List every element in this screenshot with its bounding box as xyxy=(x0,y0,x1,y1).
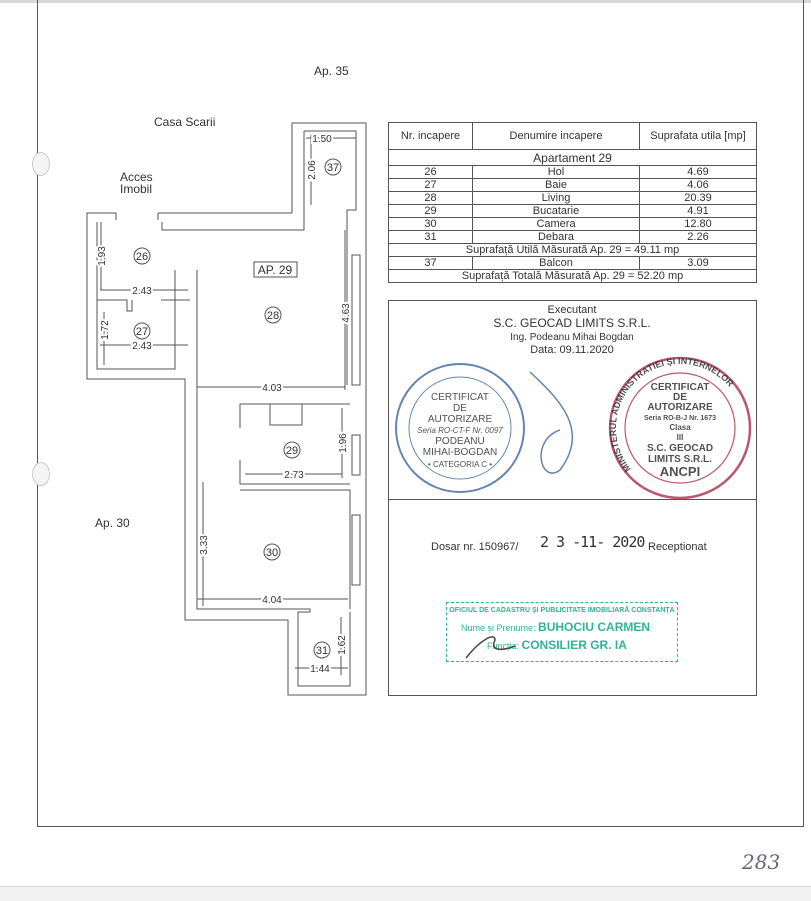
cell-name: Baie xyxy=(473,179,640,192)
stamp-role: CONSILIER GR. IA xyxy=(521,638,627,652)
room-number-37: 37 xyxy=(326,162,340,174)
stamp-text: LIMITS S.R.L. xyxy=(648,454,712,465)
room-number-26: 26 xyxy=(135,251,149,263)
room-number-28: 28 xyxy=(266,310,280,322)
stamp-office: OFICIUL DE CADASTRU ȘI PUBLICITATE IMOBILIARĂ CONSTANȚA xyxy=(449,607,675,614)
cell-area: 20.39 xyxy=(640,192,757,205)
page-number: 283 xyxy=(742,850,781,874)
dim-hol-h: 1.93 xyxy=(97,246,108,266)
stamp-text: DE xyxy=(453,403,467,414)
executant-date: Data: 09.11.2020 xyxy=(530,344,614,356)
cell-nr: 31 xyxy=(389,231,473,244)
stamp-text: CERTIFICAT xyxy=(431,392,489,403)
label-imobil: Imobil xyxy=(120,182,153,196)
stamp-name-label: Nume și Prenume: xyxy=(461,623,536,633)
executant-title: Executant xyxy=(547,304,597,316)
cell-name: Balcon xyxy=(473,257,640,270)
cell-name: Living xyxy=(473,192,640,205)
stamp-text: S.C. GEOCAD xyxy=(646,443,714,454)
stamp-text: PODEANU xyxy=(435,436,485,447)
stamp-text: Clasa xyxy=(669,423,691,432)
dim-baie-w: 2.43 xyxy=(132,341,152,352)
dim-balcon-w: 1.50 xyxy=(312,134,332,145)
dim-debara-w: 1.44 xyxy=(310,664,330,675)
room-number-27: 27 xyxy=(135,326,149,338)
label-ap35: Ap. 35 xyxy=(314,64,349,78)
cell-area: 12.80 xyxy=(640,218,757,231)
dim-living-h: 4.63 xyxy=(341,303,352,323)
cell-nr: 26 xyxy=(389,166,473,179)
executant-company: S.C. GEOCAD LIMITS S.R.L. xyxy=(493,316,651,330)
cell-area: 2.26 xyxy=(640,231,757,244)
dim-baie-h: 1.72 xyxy=(100,320,111,340)
reception-date-stamp: 2 3 -11- 2020 xyxy=(540,533,645,551)
apartment-title: Apartament 29 xyxy=(389,150,757,166)
header-nr: Nr. incapere xyxy=(389,123,473,150)
dim-bucatarie-w: 2.73 xyxy=(284,470,304,481)
cell-nr: 37 xyxy=(389,257,473,270)
dim-bucatarie-h: 1.96 xyxy=(338,433,349,453)
stamp-name: BUHOCIU CARMEN xyxy=(538,620,651,634)
dim-debara-h: 1.62 xyxy=(337,635,348,655)
stamp-text: Seria RO-B-J Nr. 1673 xyxy=(644,415,716,422)
cell-nr: 29 xyxy=(389,205,473,218)
green-stamp xyxy=(446,602,678,662)
cell-name: Camera xyxy=(473,218,640,231)
stamp-text: AUTORIZARE xyxy=(647,402,713,413)
stamp-role-label: Funcția: xyxy=(487,641,520,651)
stamp-text: III xyxy=(676,433,684,442)
stamp-text: MIHAI-BOGDAN xyxy=(422,447,498,458)
apartment-tag: AP. 29 xyxy=(257,263,293,277)
stamp-text: ANCPI xyxy=(659,464,701,479)
room-number-29: 29 xyxy=(285,445,299,457)
label-casa-scarii: Casa Scarii xyxy=(154,115,216,129)
header-area: Suprafata utila [mp] xyxy=(640,123,757,150)
dosar-number: Dosar nr. 150967/ xyxy=(431,541,519,553)
cell-area: 3.09 xyxy=(640,257,757,270)
cell-area: 4.06 xyxy=(640,179,757,192)
reception-box xyxy=(388,499,757,696)
dim-camera-h: 3.33 xyxy=(199,535,210,555)
stamp-ring-text: MINISTERUL ADMINISTRATIEI ȘI INTERNELOR xyxy=(607,355,736,474)
subtotal-row: Suprafață Utilă Măsurată Ap. 29 = 49.11 mp xyxy=(389,244,757,257)
dim-camera-w: 4.04 xyxy=(262,595,282,606)
dim-living-w: 4.03 xyxy=(262,383,282,394)
cell-area: 4.69 xyxy=(640,166,757,179)
bottom-edge xyxy=(0,886,811,901)
cell-name: Debara xyxy=(473,231,640,244)
cell-nr: 28 xyxy=(389,192,473,205)
room-number-31: 31 xyxy=(315,645,329,657)
stamp-text: CERTIFICAT xyxy=(650,382,710,393)
cell-nr: 30 xyxy=(389,218,473,231)
label-acces: Acces xyxy=(120,170,153,184)
dim-hol-w: 2.43 xyxy=(132,286,152,297)
cell-name: Bucatarie xyxy=(473,205,640,218)
cell-area: 4.91 xyxy=(640,205,757,218)
cell-name: Hol xyxy=(473,166,640,179)
executant-engineer: Ing. Podeanu Mihai Bogdan xyxy=(510,332,634,343)
reception-status: Receptionat xyxy=(648,541,707,553)
cell-nr: 27 xyxy=(389,179,473,192)
stamp-text: • CATEGORIA C • xyxy=(427,460,493,469)
stamp-text: Seria RO-CT-F Nr. 0097 xyxy=(417,426,503,435)
stamp-text: AUTORIZARE xyxy=(427,414,493,425)
room-number-30: 30 xyxy=(265,547,279,559)
header-name: Denumire incapere xyxy=(473,123,640,150)
dim-balcon-h: 2.06 xyxy=(307,160,318,180)
stamp-text: DE xyxy=(673,392,687,403)
label-ap30: Ap. 30 xyxy=(95,516,130,530)
total-row: Suprafață Totală Măsurată Ap. 29 = 52.20 mp xyxy=(389,270,757,283)
